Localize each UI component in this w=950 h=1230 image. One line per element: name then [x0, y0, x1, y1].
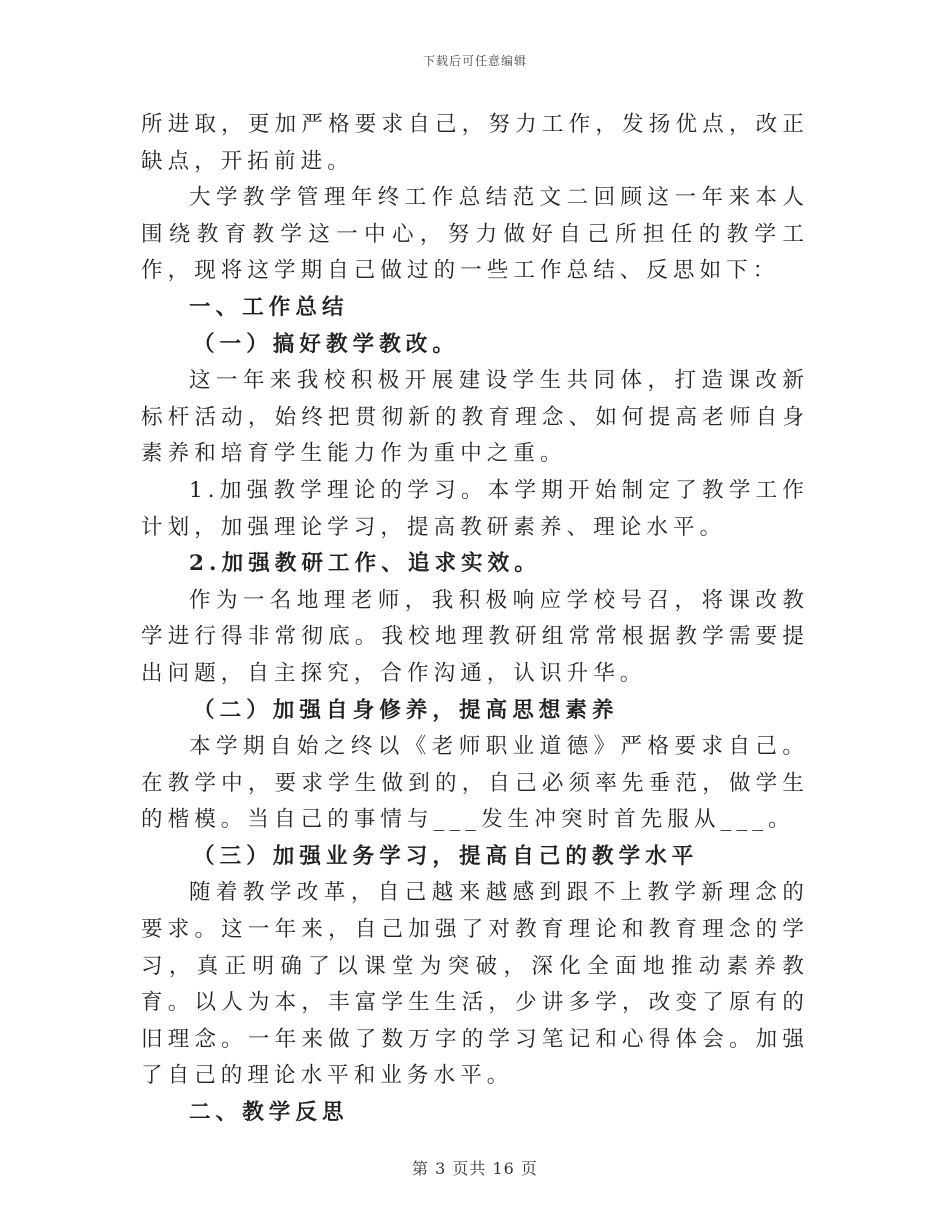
paragraph: 大学教学管理年终工作总结范文二回顾这一年来本人围绕教育教学这一中心，努力做好自己所担任的教学工作，现将这学期自己做过的一些工作总结、反思如下：	[141, 185, 809, 284]
paragraph: 随着教学改革，自己越来越感到跟不上教学新理念的要求。这一年来，自己加强了对教育理论和教育理念的学习，真正明确了以课堂为突破，深化全面地推动素养教育。以人为本，丰富学生生活，少讲多学，改变了原有的旧理念。一年来做了数万字的学习笔记和心得体会。加强了自己的理论水平和业务水平。	[141, 880, 809, 1089]
subsection-heading: （一）搞好教学教改。	[193, 331, 460, 357]
document-body	[141, 107, 809, 1132]
paragraph: 本学期自始之终以《老师职业道德》严格要求自己。在教学中，要求学生做到的，自己必须率先垂范，做学生的楷模。当自己的事情与___发生冲突时首先服从___。	[141, 734, 809, 833]
paragraph: 作为一名地理老师，我积极响应学校号召，将课改教学进行得非常彻底。我校地理教研组常常根据教学需要提出问题，自主探究，合作沟通，认识升华。	[141, 587, 809, 686]
page-number: 第 3 页共 16 页	[412, 1159, 538, 1178]
paragraph: 1.加强教学理论的学习。本学期开始制定了教学工作计划，加强理论学习，提高教研素养、理论水平。	[141, 477, 809, 540]
section-heading: 一、工作总结	[189, 294, 349, 320]
subsection-heading: （二）加强自身修养，提高思想素养	[193, 697, 619, 723]
item-heading: 2.加强教研工作、追求实效。	[189, 551, 541, 577]
paragraph: 这一年来我校积极开展建设学生共同体，打造课改新标杆活动，始终把贯彻新的教育理念、如何提高老师自身素养和培育学生能力作为重中之重。	[141, 368, 809, 467]
page-header-note: 下载后可任意编辑	[422, 54, 527, 68]
paragraph: 所进取，更加严格要求自己，努力工作，发扬优点，改正缺点，开拓前进。	[141, 112, 809, 174]
section-heading: 二、教学反思	[189, 1100, 349, 1126]
subsection-heading: （三）加强业务学习，提高自己的教学水平	[193, 843, 699, 869]
